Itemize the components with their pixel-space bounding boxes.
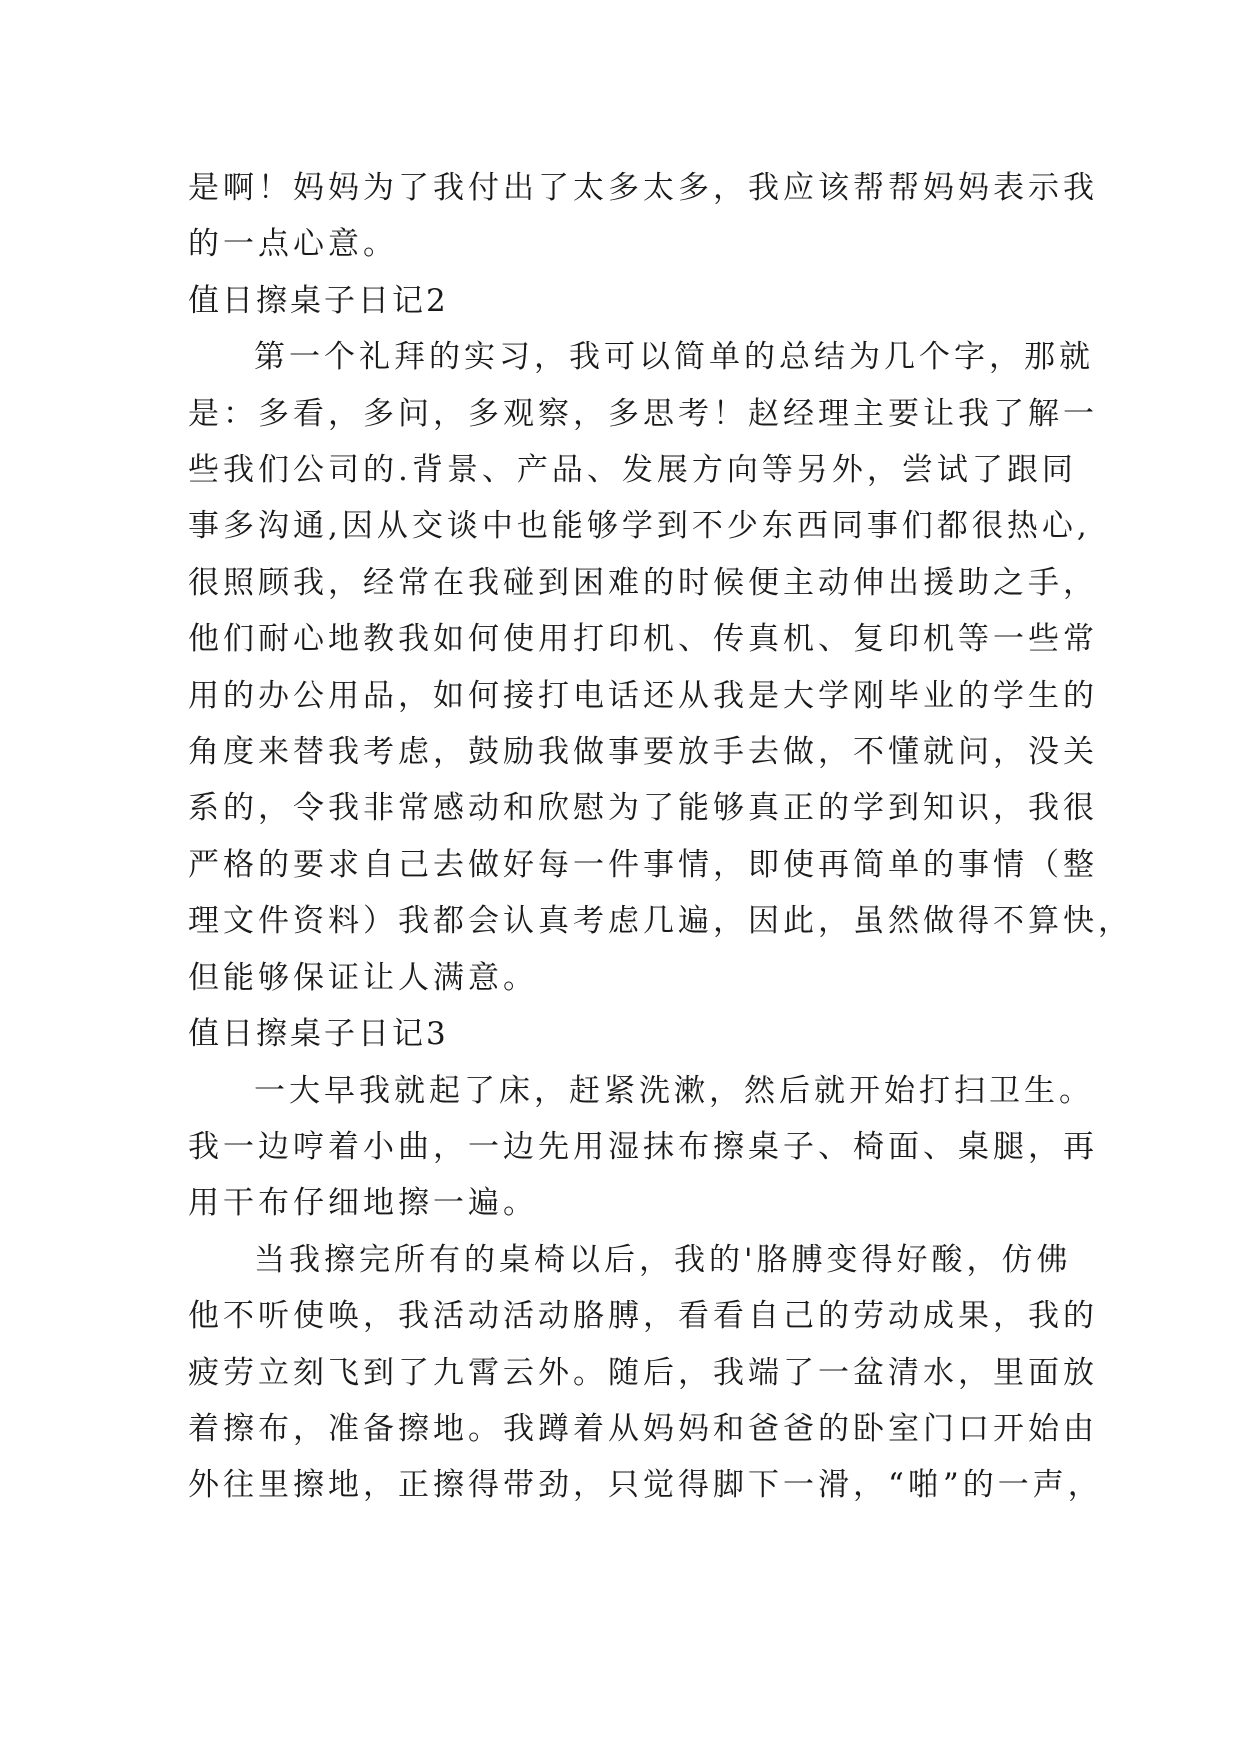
text-line: 是啊！妈妈为了我付出了太多太多，我应该帮帮妈妈表示我 (188, 170, 1098, 206)
section-heading: 值日擦桌子日记2 (188, 282, 449, 319)
paragraph-first-line: 当我擦完所有的桌椅以后，我的'胳膊变得好酸，仿佛 (254, 1241, 1072, 1278)
text-line: 但能够保证让人满意。 (188, 959, 538, 996)
text-line: 理文件资料）我都会认真考虑几遍，因此，虽然做得不算快， (188, 903, 1133, 940)
text-line: 严格的要求自己去做好每一件事情，即使再简单的事情（整 (188, 846, 1098, 883)
text-line: 着擦布，准备擦地。我蹲着从妈妈和爸爸的卧室门口开始由 (188, 1410, 1098, 1447)
paragraph-first-line: 一大早我就起了床，赶紧洗漱，然后就开始打扫卫生。 (254, 1072, 1094, 1109)
text-line: 些我们公司的.背景、产品、发展方向等另外，尝试了跟同 (188, 452, 1077, 489)
text-line: 的一点心意。 (188, 226, 398, 263)
text-line: 是：多看，多问，多观察，多思考！赵经理主要让我了解一 (188, 395, 1098, 432)
text-line: 他不听使唤，我活动活动胳膊，看看自己的劳动成果，我的 (188, 1298, 1098, 1335)
section-heading: 值日擦桌子日记3 (188, 1016, 449, 1053)
text-line: 用干布仔细地擦一遍。 (188, 1185, 538, 1222)
text-line: 很照顾我，经常在我碰到困难的时候便主动伸出援助之手， (188, 564, 1098, 601)
text-line: 事多沟通,因从交谈中也能够学到不少东西同事们都很热心, (188, 508, 1091, 545)
document-body (188, 160, 1133, 1514)
paragraph-first-line: 第一个礼拜的实习，我可以简单的总结为几个字，那就 (254, 339, 1094, 376)
text-line: 角度来替我考虑，鼓励我做事要放手去做，不懂就问，没关 (188, 734, 1098, 771)
text-line: 疲劳立刻飞到了九霄云外。随后，我端了一盆清水，里面放 (188, 1354, 1098, 1391)
text-line: 外往里擦地，正擦得带劲，只觉得脚下一滑，“啪”的一声， (188, 1467, 1103, 1504)
text-line: 他们耐心地教我如何使用打印机、传真机、复印机等一些常 (188, 621, 1098, 658)
text-line: 用的办公用品，如何接打电话还从我是大学刚毕业的学生的 (188, 677, 1098, 714)
text-line: 我一边哼着小曲，一边先用湿抹布擦桌子、椅面、桌腿，再 (188, 1128, 1098, 1165)
text-line: 系的，令我非常感动和欣慰为了能够真正的学到知识，我很 (188, 790, 1098, 827)
